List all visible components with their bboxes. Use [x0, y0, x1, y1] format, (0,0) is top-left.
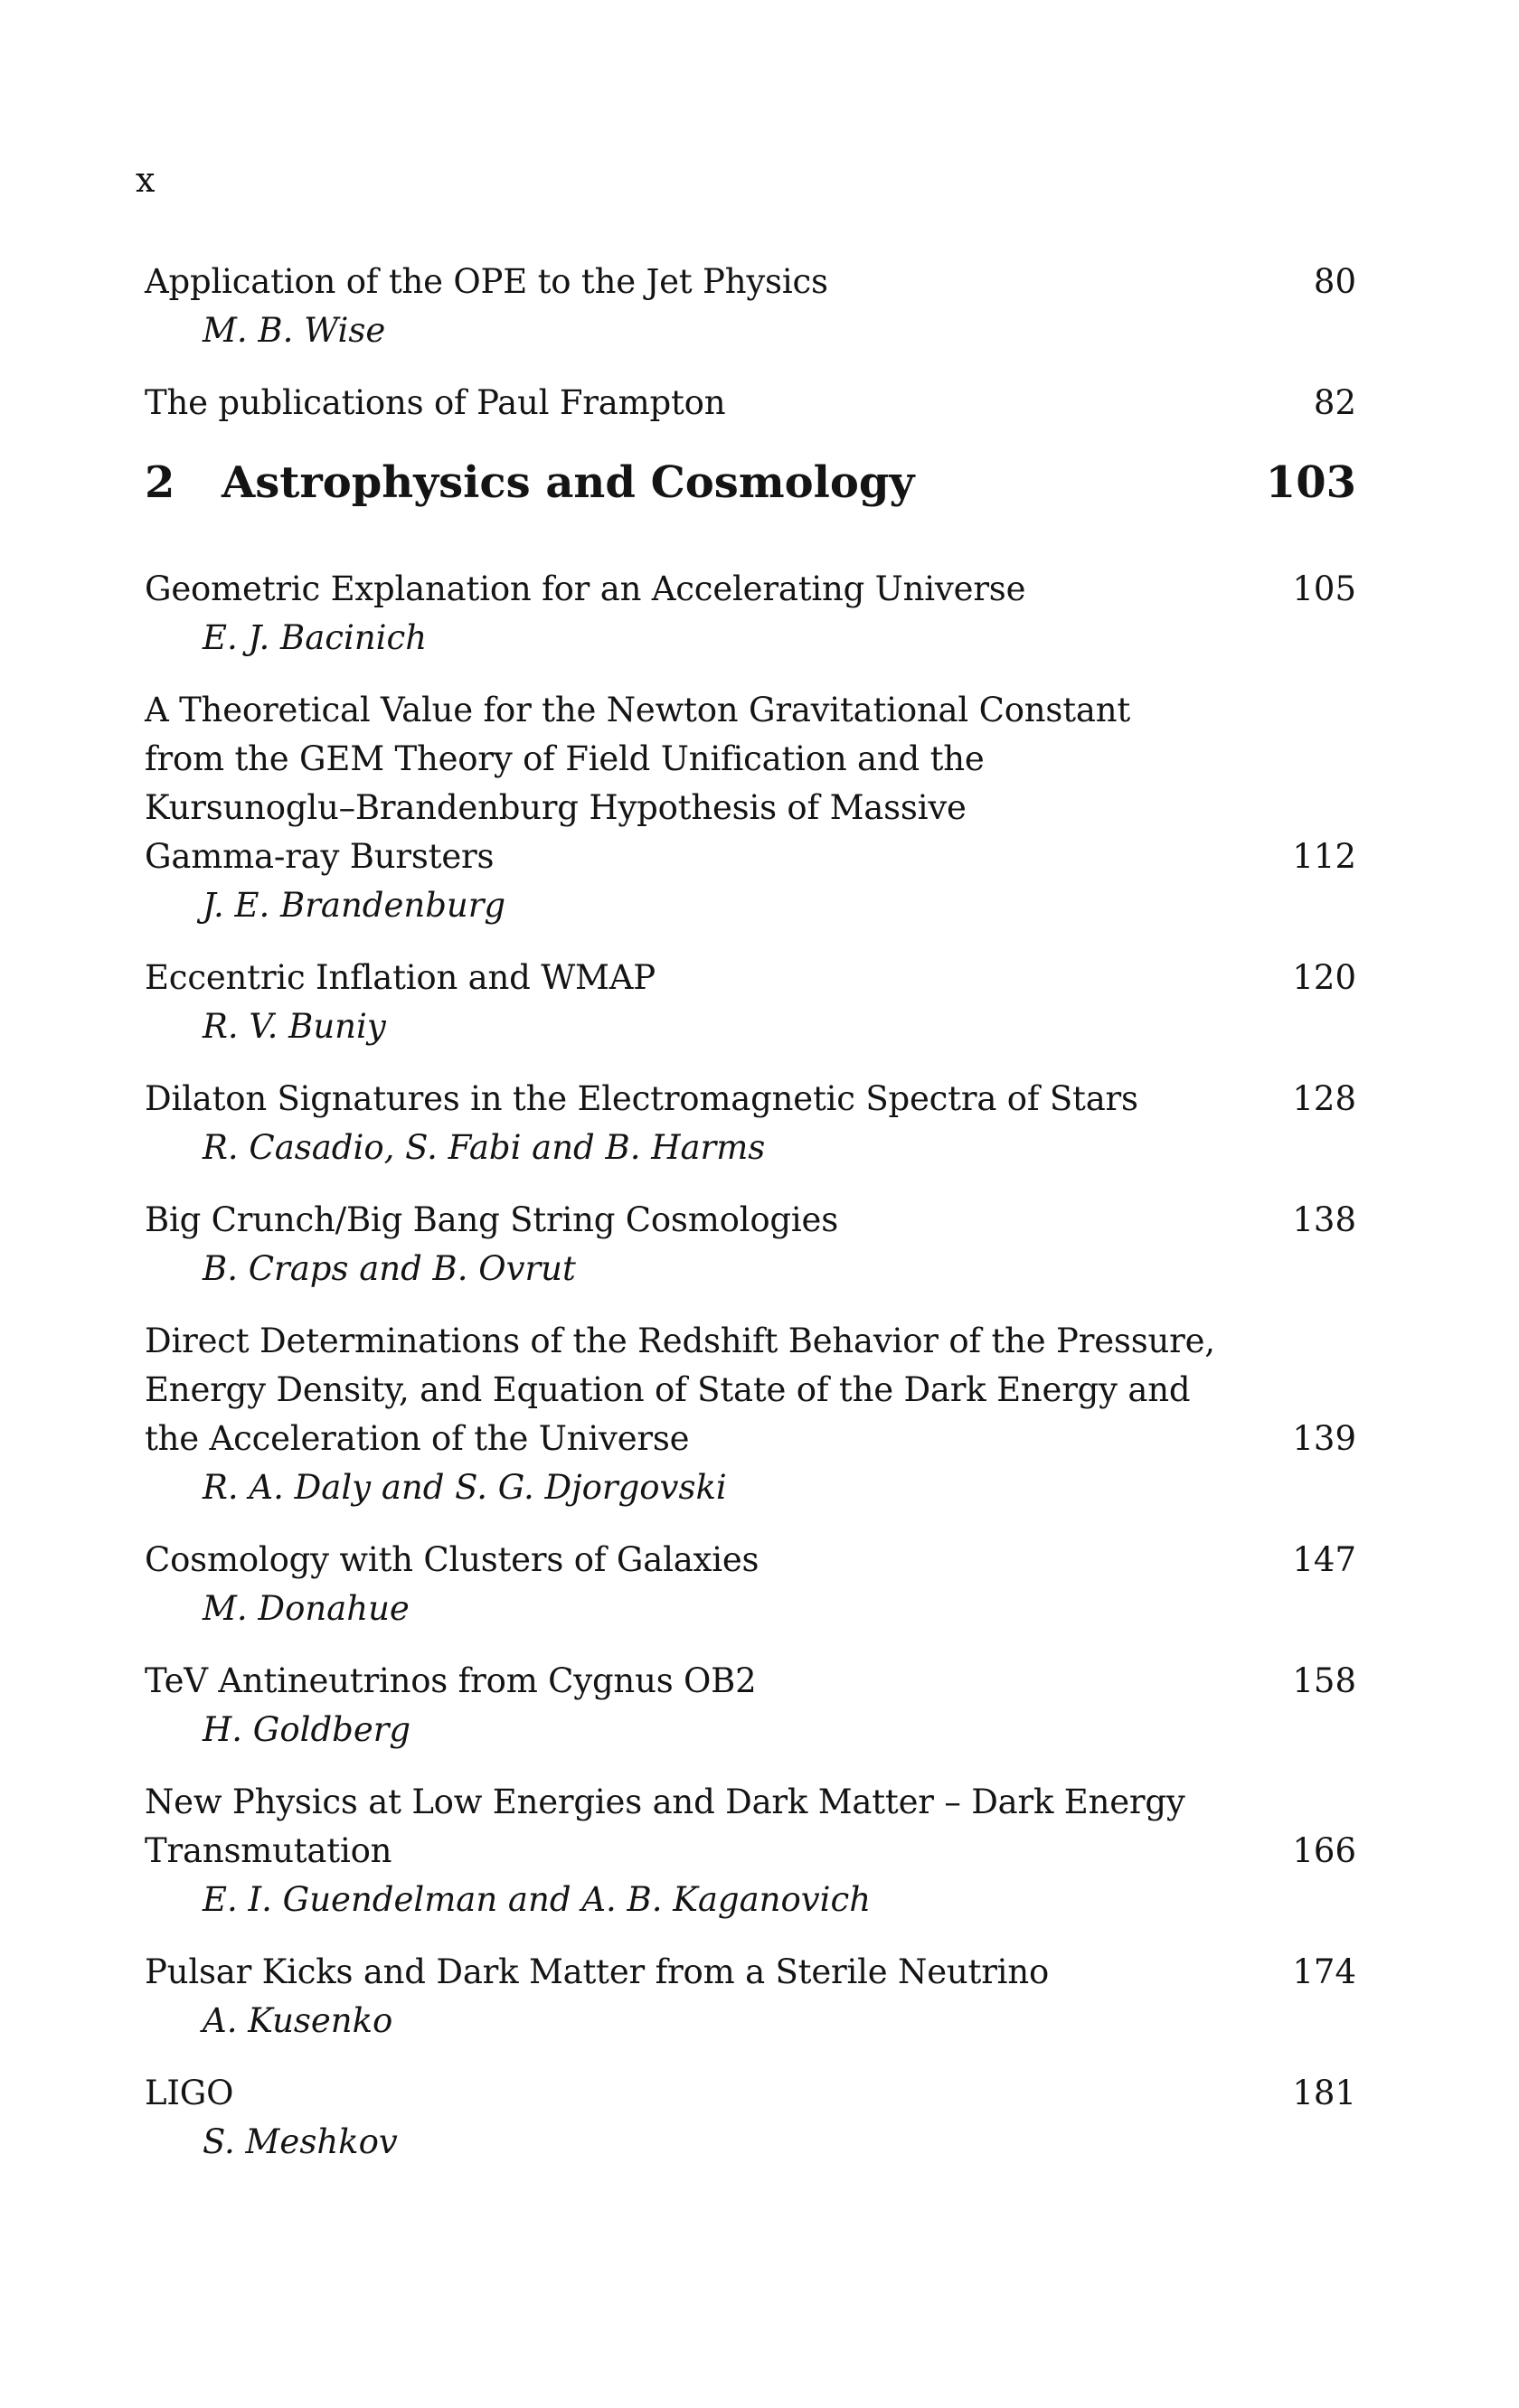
entry-title-line: the Acceleration of the Universe [145, 1419, 690, 1458]
entry-authors: E. I. Guendelman and A. B. Kaganovich [203, 1880, 872, 1919]
chapter-page: 103 [1265, 457, 1356, 508]
chapter-title: Astrophysics and Cosmology [222, 457, 915, 508]
entry-authors: E. J. Bacinich [203, 618, 428, 657]
entries-before [145, 258, 1356, 428]
toc-entry [145, 379, 1356, 428]
entry-title [145, 2069, 1356, 2118]
entry-authors: M. Donahue [203, 1589, 410, 1628]
toc-entry [145, 1536, 1356, 1633]
entry-title-line: Pulsar Kicks and Dark Matter from a Sterile Neutrino [145, 1952, 1050, 1991]
entry-authors: S. Meshkov [203, 2122, 398, 2161]
toc-entry [145, 2069, 1356, 2167]
entry-page-number: 181 [1292, 2074, 1356, 2112]
entry-title [145, 1657, 1356, 1706]
chapter-number: 2 [145, 457, 175, 508]
entry-title-line: from the GEM Theory of Field Unification and the [145, 739, 985, 778]
entry-title [145, 1778, 1356, 1876]
table-of-contents [145, 258, 1356, 2190]
entries-after [145, 565, 1356, 2167]
entry-authors: B. Craps and B. Ovrut [203, 1249, 576, 1288]
entry-title-line: Eccentric Inflation and WMAP [145, 958, 656, 997]
toc-entry [145, 954, 1356, 1051]
entry-title [145, 1536, 1356, 1585]
entry-title-line: A Theoretical Value for the Newton Gravitational Constant [145, 691, 1131, 729]
entry-page-number: 128 [1292, 1079, 1356, 1118]
toc-entry [145, 1075, 1356, 1172]
entry-title [145, 1948, 1356, 1997]
entry-page-number: 174 [1292, 1952, 1356, 1991]
entry-page-number: 166 [1292, 1831, 1356, 1870]
toc-entry [145, 1196, 1356, 1293]
entry-title [145, 1075, 1356, 1124]
toc-entry [145, 1317, 1356, 1512]
entry-title-line: New Physics at Low Energies and Dark Matter – Dark Energy [145, 1782, 1185, 1821]
entry-title-line: TeV Antineutrinos from Cygnus OB2 [145, 1661, 757, 1700]
entry-page-number: 80 [1313, 262, 1356, 301]
entry-page-number: 105 [1292, 569, 1356, 608]
entry-authors: R. A. Daly and S. G. Djorgovski [203, 1468, 727, 1507]
entry-title-line: Application of the OPE to the Jet Physics [145, 262, 828, 301]
entry-authors: J. E. Brandenburg [203, 886, 506, 925]
entry-title-line: Energy Density, and Equation of State of the Dark Energy and [145, 1370, 1191, 1409]
entry-title-line: Cosmology with Clusters of Galaxies [145, 1540, 760, 1579]
entry-title-line: Big Crunch/Big Bang String Cosmologies [145, 1200, 838, 1239]
entry-title-line: Transmutation [145, 1831, 392, 1870]
entry-authors: R. Casadio, S. Fabi and B. Harms [203, 1128, 766, 1167]
entry-title [145, 1196, 1356, 1245]
entry-title-line: Gamma-ray Bursters [145, 837, 495, 876]
entry-title [145, 954, 1356, 1002]
entry-page-number: 138 [1292, 1200, 1356, 1239]
entry-page-number: 158 [1292, 1661, 1356, 1700]
toc-entry [145, 686, 1356, 930]
entry-title-line: LIGO [145, 2074, 234, 2112]
toc-entry [145, 1778, 1356, 1924]
chapter-heading [145, 451, 1356, 514]
entry-title [145, 379, 1356, 428]
toc-entry [145, 1948, 1356, 2046]
toc-entry [145, 565, 1356, 663]
entry-title [145, 258, 1356, 306]
entry-authors: H. Goldberg [203, 1710, 411, 1749]
toc-entry [145, 258, 1356, 355]
entry-page-number: 112 [1292, 837, 1356, 876]
entry-title-line: Kursunoglu–Brandenburg Hypothesis of Massive [145, 788, 967, 827]
entry-authors: M. B. Wise [203, 311, 386, 350]
entry-title-line: Geometric Explanation for an Accelerating Universe [145, 569, 1026, 608]
entry-title [145, 1317, 1356, 1463]
toc-entry [145, 1657, 1356, 1754]
entry-page-number: 82 [1313, 383, 1356, 422]
entry-title [145, 686, 1356, 881]
entry-title-line: Dilaton Signatures in the Electromagnetic Spectra of Stars [145, 1079, 1138, 1118]
entry-page-number: 120 [1292, 958, 1356, 997]
entry-page-number: 139 [1292, 1419, 1356, 1458]
entry-title-line: The publications of Paul Frampton [145, 383, 726, 422]
entry-title-line: Direct Determinations of the Redshift Behavior of the Pressure, [145, 1322, 1215, 1360]
entry-page-number: 147 [1292, 1540, 1356, 1579]
entry-authors: A. Kusenko [203, 2001, 393, 2040]
page-number: x [136, 160, 156, 200]
entry-authors: R. V. Buniy [203, 1007, 386, 1046]
entry-title [145, 565, 1356, 614]
